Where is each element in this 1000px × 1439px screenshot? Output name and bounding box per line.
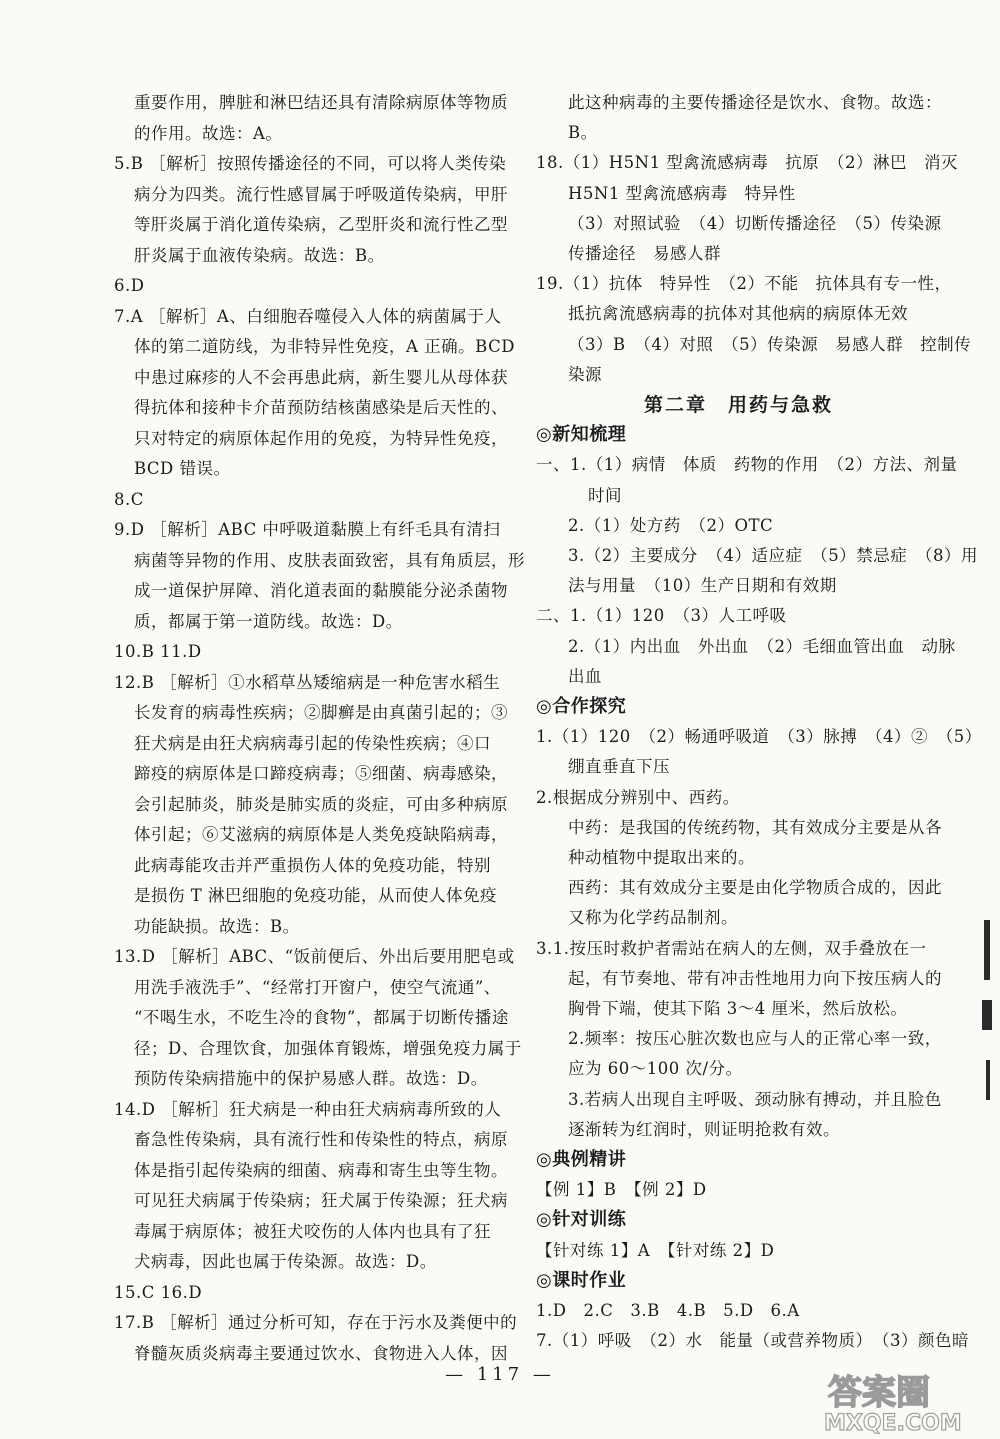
text-line: 3.（2）主要成分 （4）适应症 （5）禁忌症 （8）用 [568,546,978,565]
text-line: 犬病毒，因此也属于传染源。故选：D。 [134,1252,437,1271]
text-line: 胸骨下端，使其下陷 3～4 厘米，然后放松。 [568,999,908,1018]
text-line: 此病毒能攻击并严重损伤人体的免疫功能，特别 [134,855,491,875]
text-line: 传播途径 易感人群 [568,244,721,263]
watermark-logo-text: 答案圈 [828,1373,930,1413]
text-line: 【例 1】B 【例 2】D [536,1180,707,1200]
text-line: 径；D、合理饮食，加强体育锻炼，增强免疫力属于 [134,1038,522,1058]
text-line: 7.A ［解析］A、白细胞吞噬侵入人体的病菌属于人 [114,306,502,326]
text-line: 会引起肺炎，肺炎是肺实质的炎症，可由多种病原 [134,794,508,814]
watermark-logo [820,1368,990,1434]
text-line: 预防传染病措施中的保护易感人群。故选：D。 [134,1069,488,1088]
text-line: 15.C 16.D [114,1282,203,1302]
text-line: 体的第二道防线，为非特异性免疫，A 正确。BCD [134,337,515,356]
watermark-site-text: MXQE.COM [824,1411,962,1434]
text-line: （3）对照试验 （4）切断传播途径 （5）传染源 [568,213,942,233]
text-line: B。 [568,123,598,143]
text-line: 法与用量 （10）生产日期和有效期 [568,576,837,596]
text-line: 又称为化学药品制剂。 [568,908,738,928]
text-line: 成一道保护屏障、消化道表面的黏膜能分泌杀菌物 [134,581,508,600]
text-line: （3）B （4）对照 （5）传染源 易感人群 控制传 [568,334,972,354]
page-number: — 117 — [445,1364,555,1385]
text-line: 14.D ［解析］狂犬病是一种由狂犬病病毒所致的人 [114,1099,502,1119]
text-line: 2.（1）处方药 （2）OTC [568,515,774,535]
text-line: 重要作用，脾脏和淋巴结还具有清除病原体等物质 [134,93,508,112]
binding-mark [984,920,990,980]
text-line: 得抗体和接种卡介苗预防结核菌感染是后天性的、 [134,398,508,417]
text-line: 逐渐转为红润时，则证明抢救有效。 [568,1119,840,1139]
text-line: 绷直垂直下压 [568,757,670,777]
text-line: 脊髓灰质炎病毒主要通过饮水、食物进入人体，因 [134,1343,508,1363]
text-line: 18.（1）H5N1 型禽流感病毒 抗原 （2）淋巴 消灭 [536,153,959,173]
text-line: 西药：其有效成分主要是由化学物质合成的，因此 [568,878,942,898]
text-line: 用洗手液洗手”、“经常打开窗户，使空气流通”、 [134,977,501,997]
text-line: “不喝生水，不吃生冷的食物”，都属于切断传播途 [134,1008,509,1027]
text-line: 二、1.（1）120 （3）人工呼吸 [536,606,787,626]
text-line: 染源 [568,364,602,384]
text-line: 功能缺损。故选：B。 [134,916,300,936]
text-line: 抵抗禽流感病毒的抗体对其他病的病原体无效 [568,304,908,324]
text-line: 2.（1）内出血 外出血 （2）毛细血管出血 动脉 [568,636,956,656]
text-line: 2.频率：按压心脏次数也应与人的正常心率一致， [568,1029,942,1049]
text-line: 12.B ［解析］①水稻草丛矮缩病是一种危害水稻生 [114,672,501,692]
text-line: 9.D ［解析］ABC 中呼吸道黏膜上有纤毛具有清扫 [114,520,501,539]
text-line: 是损伤 T 淋巴细胞的免疫功能，从而使人体免疫 [134,886,497,905]
text-line: 中患过麻疹的人不会再患此病，新生婴儿从母体获 [134,367,508,387]
text-line: 体引起；⑥艾滋病的病原体是人类免疫缺陷病毒， [134,825,508,844]
text-line: BCD 错误。 [134,459,231,478]
text-line: 6.D [114,276,145,295]
text-line: 起，有节奏地、带有冲击性地用力向下按压病人的 [568,968,942,988]
text-line: 只对特定的病原体起作用的免疫，为特异性免疫， [134,428,508,448]
text-line: 可见狂犬病属于传染病；狂犬属于传染源；狂犬病 [134,1191,508,1210]
text-line: 此这种病毒的主要传播途径是饮水、食物。故选： [568,93,942,112]
text-line: 17.B ［解析］通过分析可知，存在于污水及粪便中的 [114,1313,518,1332]
text-line: ◎针对训练 [536,1209,627,1231]
text-line: 1.（1）120 （2）畅通呼吸道 （3）脉搏 （4）② （5） [536,727,982,747]
text-line: 7.（1）呼吸 （2）水 能量（或营养物质） （3）颜色暗 [536,1331,969,1351]
text-line: 19.（1）抗体 特异性 （2）不能 抗体具有专一性， [536,274,952,294]
text-line: ◎合作探究 [536,696,627,717]
text-line: 10.B 11.D [114,642,202,661]
watermark [820,1368,990,1434]
text-line: 肝炎属于血液传染病。故选：B。 [134,245,385,265]
text-line: 3.1.按压时救护者需站在病人的左侧，双手叠放在一 [536,938,927,958]
text-line: 第二章 用药与急救 [644,394,834,416]
binding-mark [986,1060,990,1100]
text-line: 【针对练 1】A 【针对练 2】D [536,1240,775,1260]
text-line: 5.B ［解析］按照传播途径的不同，可以将人类传染 [114,154,507,173]
text-line: H5N1 型禽流感病毒 特异性 [568,183,796,203]
text-line: 一、1.（1）病情 体质 药物的作用 （2）方法、剂量 [536,455,958,475]
text-line: 出血 [568,666,602,686]
text-line: 2.根据成分辨别中、西药。 [536,787,740,807]
text-line: 的作用。故选：A。 [134,123,283,143]
text-line: 时间 [588,485,622,505]
text-line: 13.D ［解析］ABC、“饭前便后、外出后要用肥皂或 [114,947,515,966]
text-line: 体是指引起传染病的细菌、病毒和寄生虫等生物。 [134,1160,508,1180]
text-line: 病菌等异物的作用、皮肤表面致密，具有角质层，形 [134,550,525,570]
text-line: 应为 60～100 次/分。 [568,1059,743,1079]
text-line: 长发育的病毒性疾病；②脚癣是由真菌引起的；③ [134,703,508,722]
text-line: 8.C [114,489,144,509]
text-line: 畜急性传染病，具有流行性和传染性的特点，病原 [134,1130,508,1149]
text-line: 毒属于病原体；被狂犬咬伤的人体内也具有了狂 [134,1221,491,1241]
text-line: 等肝炎属于消化道传染病，乙型肝炎和流行性乙型 [134,215,508,234]
text-line: ◎新知梳理 [536,424,627,446]
text-line: 狂犬病是由狂犬病病毒引起的传染性疾病；④口 [134,733,491,753]
text-line: 中药：是我国的传统药物，其有效成分主要是从各 [568,817,942,837]
text-line: 3.若病人出现自主呼吸、颈动脉有搏动，并且脸色 [568,1089,942,1109]
text-line: 蹄疫的病原体是口蹄疫病毒；⑤细菌、病毒感染， [134,764,508,783]
text-line: 质，都属于第一道防线。故选：D。 [134,611,403,631]
text-line: 病分为四类。流行性感冒属于呼吸道传染病，甲肝 [134,184,508,204]
binding-mark [982,1000,992,1030]
text-line: 1.D 2.C 3.B 4.B 5.D 6.A [536,1301,800,1320]
text-line: ◎课时作业 [536,1269,627,1291]
text-line: 种动植物中提取出来的。 [568,848,755,867]
text-line: ◎典例精讲 [536,1149,627,1170]
